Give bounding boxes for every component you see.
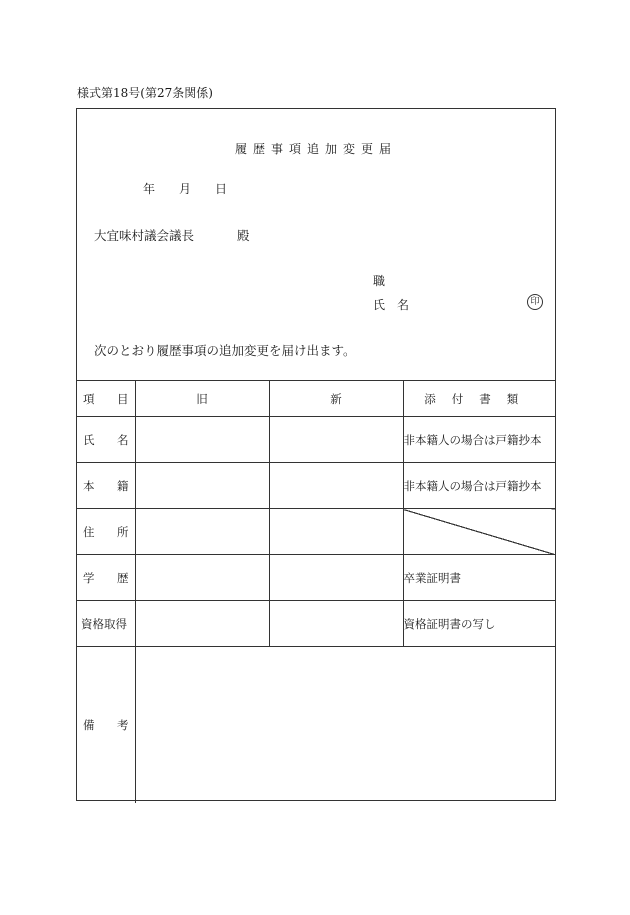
header-item-label (77, 391, 135, 407)
label-char: 氏 (83, 432, 95, 447)
table-header-row (77, 381, 555, 417)
table-row (77, 417, 555, 463)
date-year-label: 年 (143, 182, 156, 196)
form-frame (76, 108, 556, 801)
table-row (77, 463, 555, 509)
new-value-cell[interactable] (269, 417, 403, 463)
addressee: 大宜味村議会議長 (94, 228, 195, 243)
new-value-cell[interactable] (269, 601, 403, 647)
header-old: 旧 (135, 381, 269, 417)
row-label-name (77, 432, 135, 448)
label-char: 考 (117, 718, 129, 732)
label-char: 歴 (117, 570, 129, 585)
label-char: 籍 (117, 478, 129, 493)
attachment-cell-crossed (403, 509, 555, 555)
header-attachments: 添付書類 (403, 381, 555, 417)
label-char: 学 (83, 570, 95, 585)
form-title: 履歴事項追加変更届 (234, 142, 397, 156)
statement: 次のとおり履歴事項の追加変更を届け出ます。 (94, 343, 356, 358)
old-value-cell[interactable] (135, 463, 269, 509)
new-value-cell[interactable] (269, 463, 403, 509)
attachment-cell: 卒業証明書 (403, 555, 555, 601)
label-char: 備 (83, 718, 95, 732)
row-label-domicile (77, 478, 135, 494)
new-value-cell[interactable] (269, 509, 403, 555)
honorific: 殿 (237, 228, 250, 243)
attachment-cell: 非本籍人の場合は戸籍抄本 (403, 463, 555, 509)
table-row (77, 509, 555, 555)
remarks-cell[interactable] (135, 647, 555, 804)
label-char: 本 (83, 478, 95, 493)
label-char: 項 (83, 391, 95, 406)
form-number: 様式第18号(第27条関係) (77, 86, 213, 100)
change-table (77, 380, 555, 803)
table-row-remarks (77, 647, 555, 804)
seal-mark: 印 (527, 294, 543, 310)
row-label-education (77, 570, 135, 586)
date-day-label: 日 (215, 182, 228, 196)
name-label: 氏名 (373, 298, 422, 312)
label-char: 名 (117, 432, 129, 447)
label-char: 目 (117, 391, 129, 406)
row-label-address (77, 524, 135, 540)
header-item (77, 381, 135, 417)
row-label-qualification: 資格取得 (81, 616, 127, 631)
old-value-cell[interactable] (135, 417, 269, 463)
position-label: 職 (373, 274, 386, 288)
label-char: 所 (117, 524, 129, 539)
attachment-cell: 資格証明書の写し (403, 601, 555, 647)
old-value-cell[interactable] (135, 601, 269, 647)
row-label-remarks (77, 717, 135, 733)
old-value-cell[interactable] (135, 555, 269, 601)
attachment-cell: 非本籍人の場合は戸籍抄本 (403, 417, 555, 463)
header-new: 新 (269, 381, 403, 417)
table-row (77, 555, 555, 601)
date-month-label: 月 (179, 182, 192, 196)
table-row (77, 601, 555, 647)
label-char: 住 (83, 524, 95, 539)
new-value-cell[interactable] (269, 555, 403, 601)
old-value-cell[interactable] (135, 509, 269, 555)
